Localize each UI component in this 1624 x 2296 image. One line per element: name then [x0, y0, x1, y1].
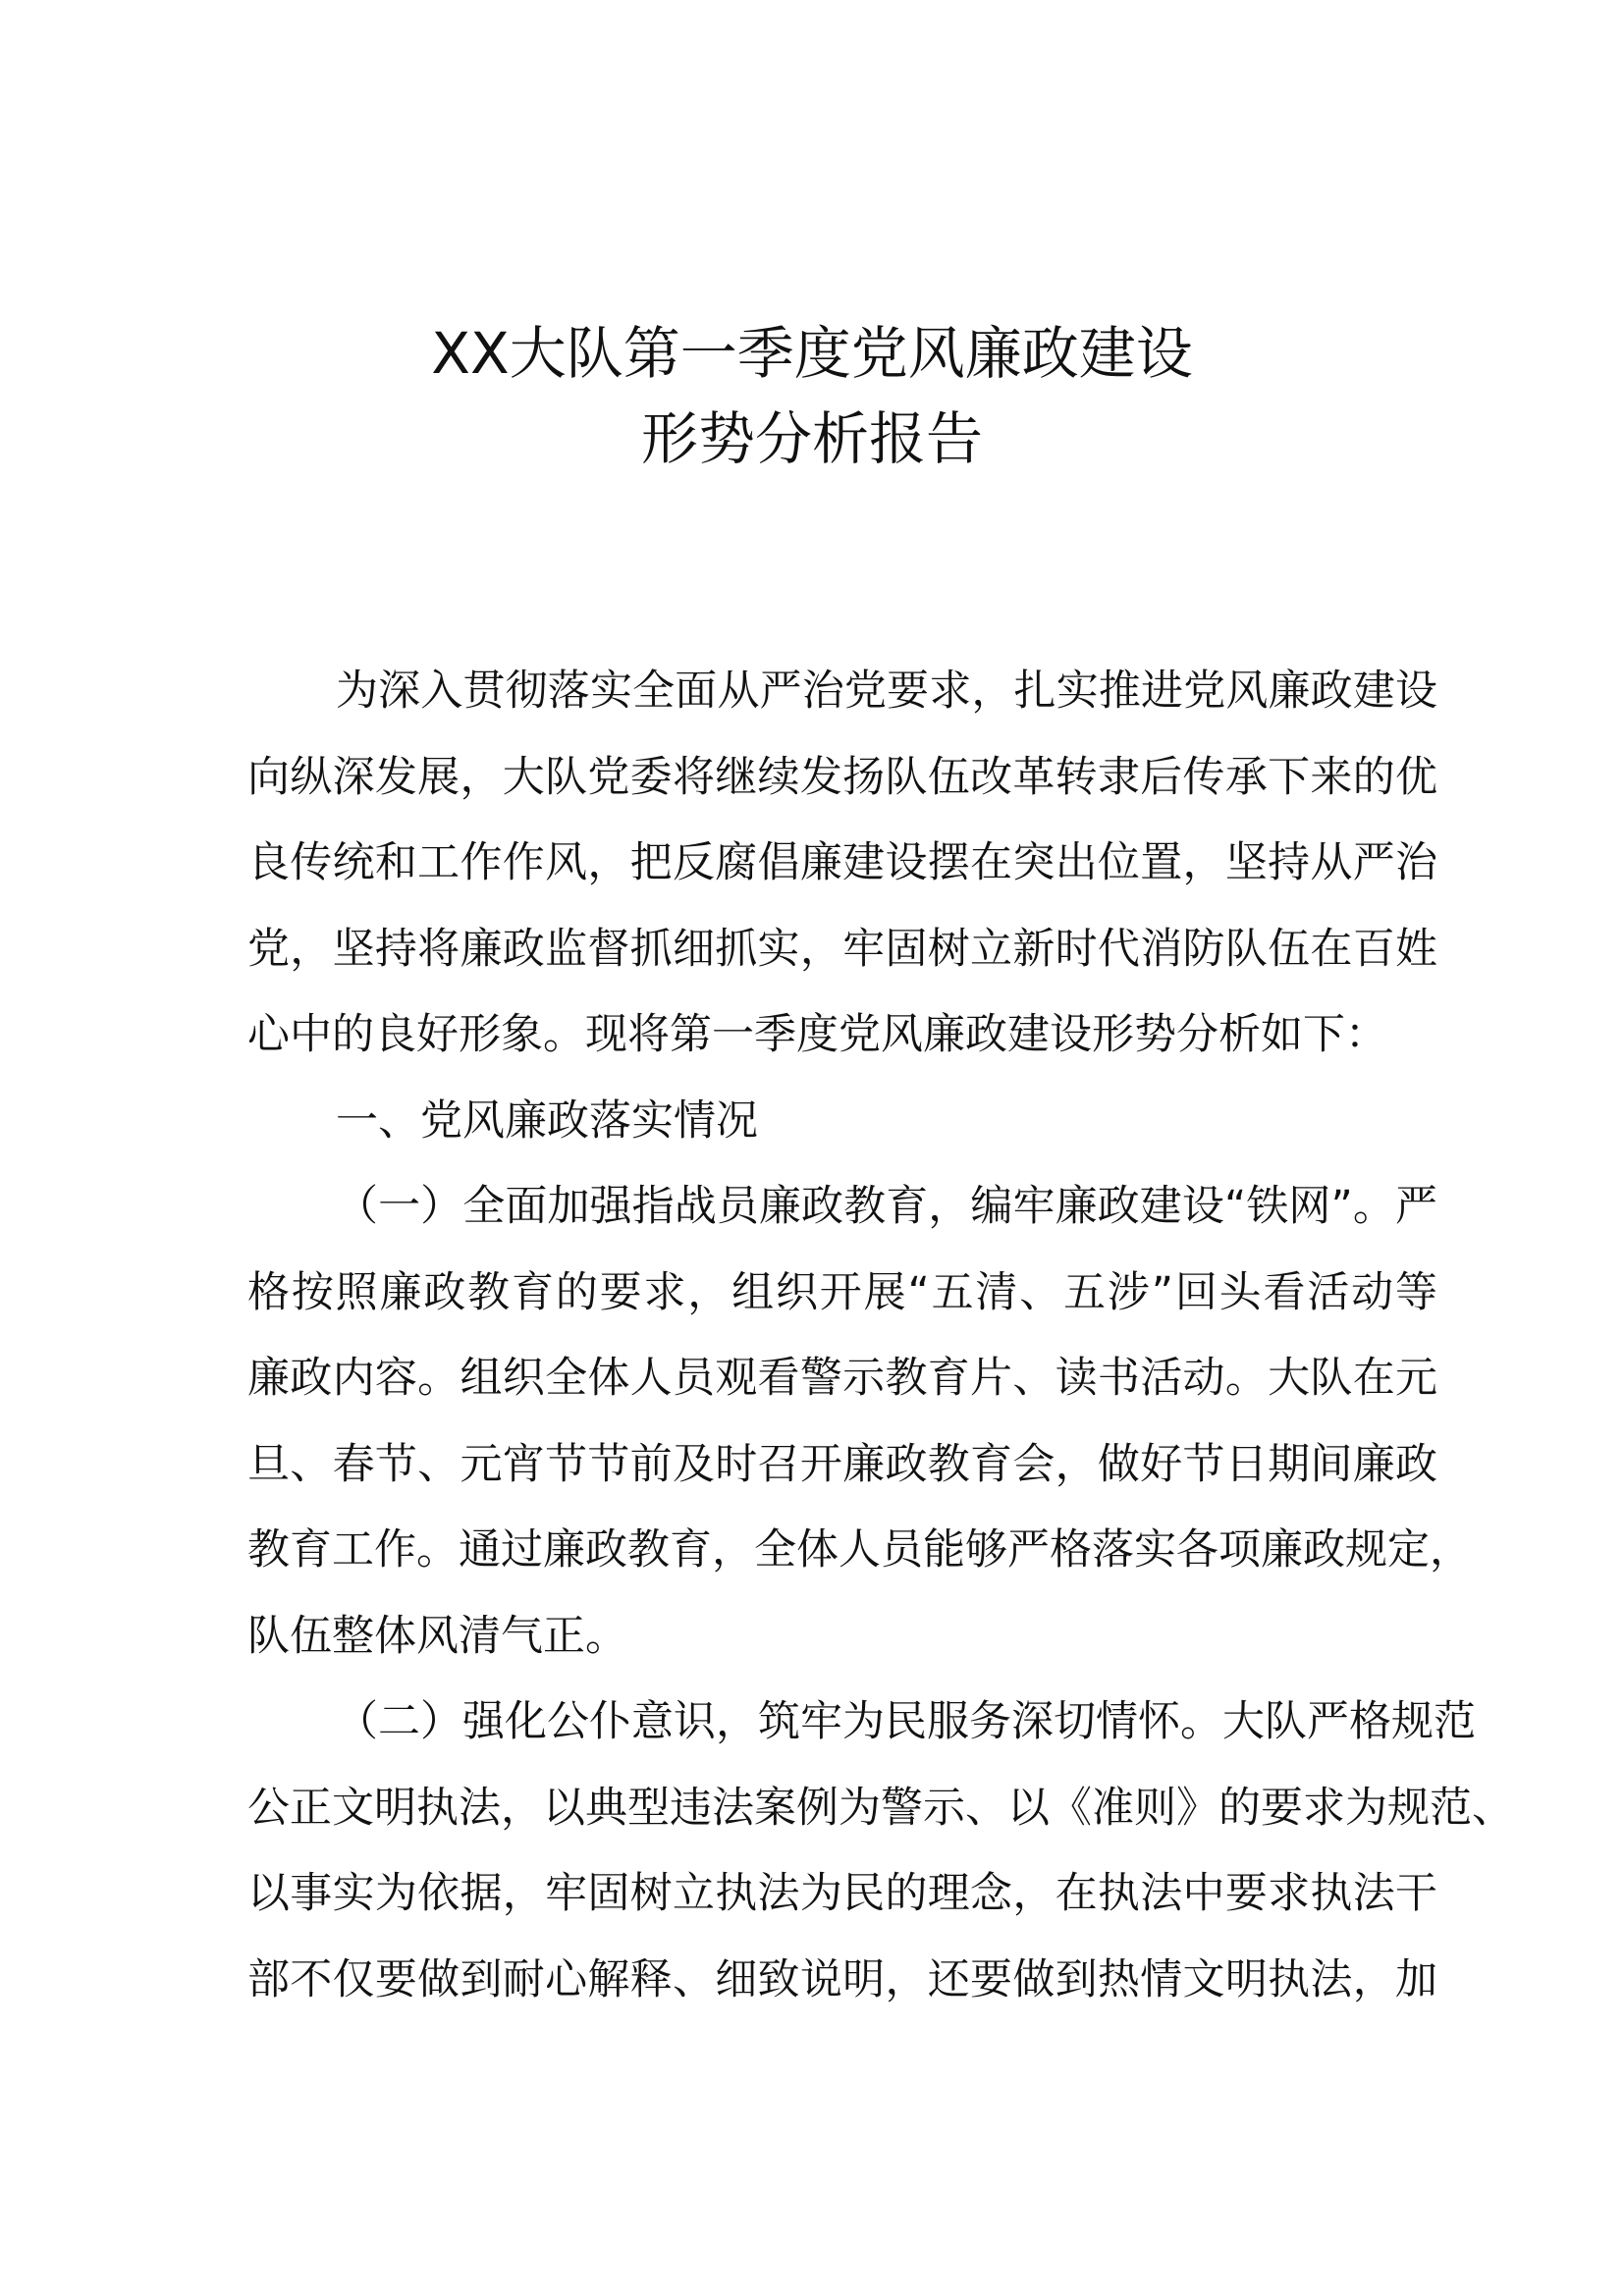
paragraph-line: 格按照廉政教育的要求，组织开展“五清、五涉”回头看活动等	[247, 1267, 1437, 1317]
paragraph-line: 队伍整体风清气正。	[247, 1611, 627, 1661]
section-heading: 一、党风廉政落实情况	[336, 1095, 758, 1146]
paragraph-line: 良传统和工作作风，把反腐倡廉建设摆在突出位置，坚持从严治	[247, 838, 1437, 887]
paragraph-line: 以事实为依据，牢固树立执法为民的理念，在执法中要求执法干	[247, 1869, 1437, 1918]
paragraph-line: 心中的良好形象。现将第一季度党风廉政建设形势分析如下：	[247, 1010, 1387, 1059]
document-title-line-1: XX大队第一季度党风廉政建设	[431, 320, 1193, 387]
paragraph-line: 党，坚持将廉政监督抓细抓实，牢固树立新时代消防队伍在百姓	[247, 924, 1437, 974]
paragraph-line: 公正文明执法，以典型违法案例为警示、以《准则》的要求为规范、	[247, 1783, 1514, 1833]
paragraph-line: 教育工作。通过廉政教育，全体人员能够严格落实各项廉政规定，	[247, 1525, 1472, 1575]
document-body	[247, 649, 1514, 2023]
document-title-line-2: 形势分析报告	[640, 405, 983, 472]
paragraph-line: 向纵深发展，大队党委将继续发扬队伍改革转隶后传承下来的优	[247, 752, 1437, 802]
paragraph-line: 廉政内容。组织全体人员观看警示教育片、读书活动。大队在元	[247, 1354, 1437, 1403]
paragraph-line: 为深入贯彻落实全面从严治党要求，扎实推进党风廉政建设	[336, 667, 1437, 716]
subsection-heading-line: （一）全面加强指战员廉政教育，编牢廉政建设“铁网”。严	[336, 1182, 1437, 1231]
paragraph-line: 部不仅要做到耐心解释、细致说明，还要做到热情文明执法，加	[247, 1954, 1437, 2004]
paragraph-line: 旦、春节、元宵节节前及时召开廉政教育会，做好节日期间廉政	[247, 1439, 1437, 1489]
subsection-heading-line: （二）强化公仆意识，筑牢为民服务深切情怀。大队严格规范	[336, 1697, 1476, 1746]
